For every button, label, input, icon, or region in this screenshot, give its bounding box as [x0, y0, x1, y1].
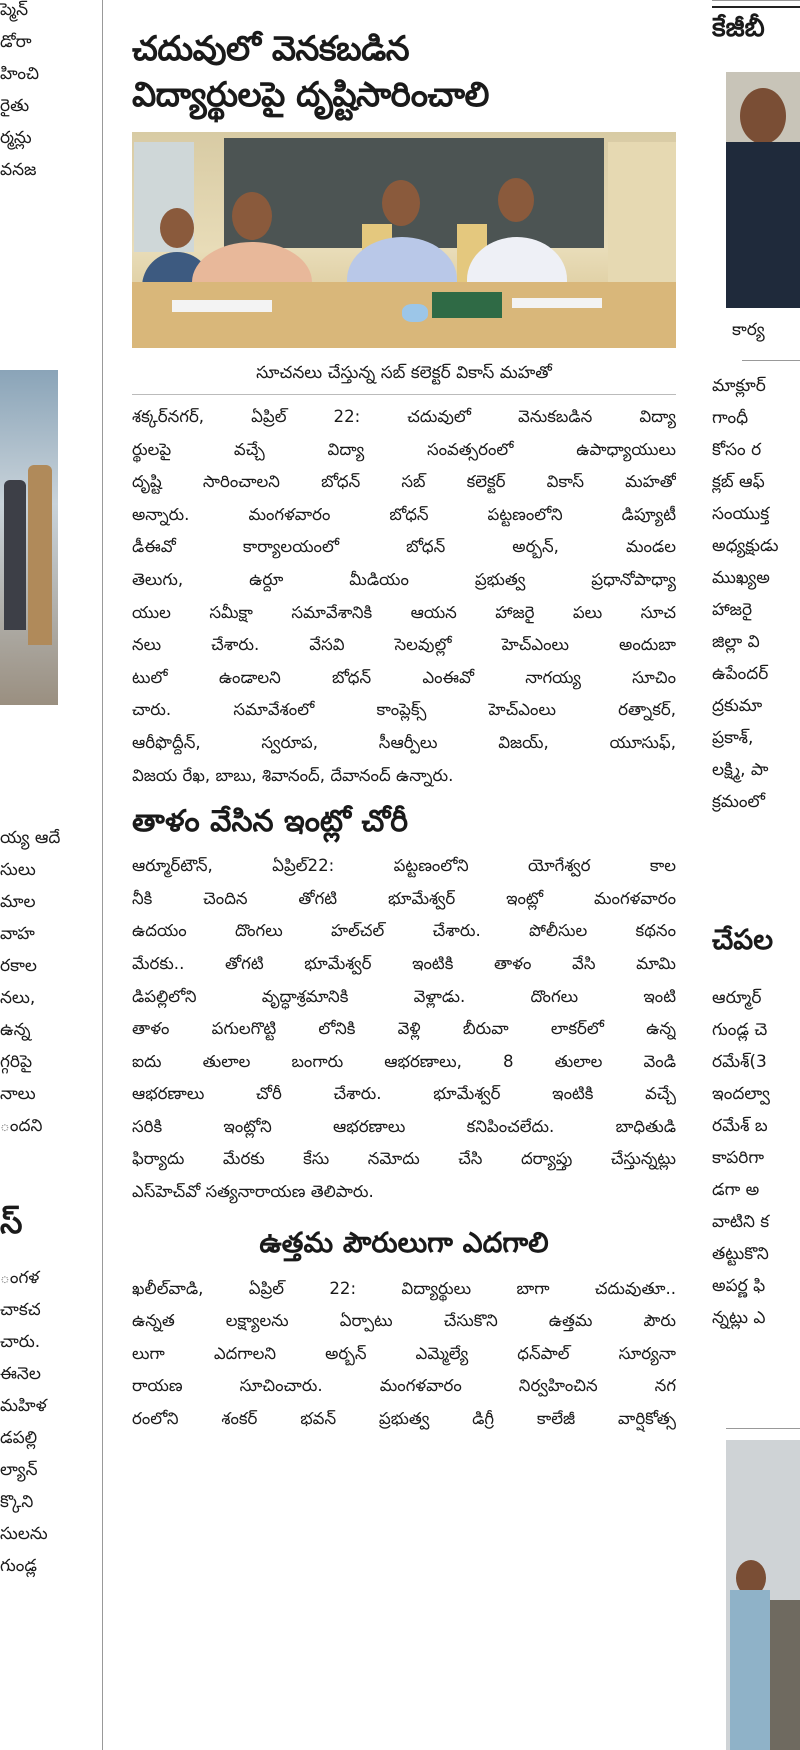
left-column — [0, 0, 88, 1750]
left-fragment: చాకచ — [0, 1300, 41, 1320]
right-fragment: న్నట్లు ఎ — [712, 1308, 766, 1328]
body-line: ఉదయం దొంగలు హల్‌చల్ చేశారు. పోలీసుల కథనం — [132, 921, 676, 941]
body-line: లుగా ఎదగాలని అర్బన్ ఎమ్మెల్యే ధన్‌పాల్ సూర్యనా — [132, 1343, 676, 1363]
left-fragment: రైతు — [0, 96, 30, 116]
right-fragment: డగా అ — [712, 1180, 760, 1200]
body-line: డీఈవో కార్యాలయంలో బోధన్ అర్బన్, మండల — [132, 537, 676, 557]
body-line: నలు చేశారు. వేసవి సెలవుల్లో హెచ్‌ఎంలు అందుబా — [132, 635, 676, 655]
article2-body — [132, 850, 676, 1209]
right-fragment: రమేశ్ బ — [712, 1116, 768, 1136]
column-divider — [102, 0, 103, 1750]
left-fragment: మాల — [0, 892, 36, 912]
right-heading-middle: చేపల — [712, 923, 774, 956]
left-fragment: య్య ఆదే — [0, 828, 61, 848]
body-line: ఖలీల్‌వాడి, ఏప్రిల్ 22: విద్యార్థులు బాగా చదువుతూ.. — [132, 1278, 676, 1298]
body-line: తెలుగు, ఉర్దూ మీడియం ప్రభుత్వ ప్రధానోపాధ్యా — [132, 569, 676, 589]
right-fragment: కాపరిగా — [712, 1148, 765, 1168]
right-fragment: ద్రకుమా — [712, 696, 763, 716]
left-fragment: ర్మన్లు — [0, 128, 32, 148]
body-line: రంలోని శంకర్ భవన్ ప్రభుత్వ డిగ్రీ కాలేజీ వార్షికోత్స — [132, 1409, 676, 1429]
left-fragment: సులు — [0, 860, 36, 880]
headline-line: చదువులో వెనకబడిన — [132, 29, 410, 69]
right-fragment: అధ్యక్షుడు — [712, 536, 779, 556]
right-photo-fragment — [726, 72, 800, 308]
left-heading-fragment: స్ — [0, 1203, 23, 1241]
right-photo-fragment-2 — [726, 1440, 800, 1750]
right-fragment: గుండ్ల చె — [712, 1020, 768, 1040]
right-fragment: లక్ష్మి, పా — [712, 760, 769, 780]
body-line: తాళం పగులగొట్టి లోనికి వెళ్లి బీరువా లాకర్‌లో ఉన్న — [132, 1019, 676, 1039]
body-line: మేరకు.. తోగటి భూమేశ్వర్ ఇంటికి తాళం వేసి మామి — [132, 953, 676, 973]
headline-line: విద్యార్థులపై దృష్టిసారించాలి — [132, 75, 489, 115]
left-fragment: ందని — [0, 1116, 43, 1136]
right-fragments — [712, 370, 779, 818]
left-fragment: గుండ్ల — [0, 1556, 37, 1576]
right-fragment: సంయుక్త — [712, 504, 770, 524]
left-fragment: నలు, — [0, 988, 36, 1008]
article1-photo-caption: సూచనలు చేస్తున్న సబ్ కలెక్టర్ వికాస్ మహతో — [132, 358, 676, 395]
left-fragment: ఈనెల — [0, 1364, 41, 1384]
left-photo-fragment — [0, 370, 58, 705]
left-fragment: ల్యాన్ — [0, 1460, 38, 1480]
article-citizens — [132, 1223, 676, 1436]
body-line: ఆభరణాలు చోరీ చేశారు. భూమేశ్వర్ ఇంటికి వచ్చే — [132, 1084, 676, 1104]
right-fragment: ఉపేందర్ — [712, 664, 769, 684]
right-fragment: ఆర్మూర్ — [712, 988, 762, 1008]
right-fragment: గాంధీ — [712, 408, 749, 428]
body-line: నీకి చెందిన తోగటి భూమేశ్వర్ ఇంట్లో మంగళవారం — [132, 888, 676, 908]
body-line: అన్నారు. మంగళవారం బోధన్ పట్టణంలోని డిప్యూటీ — [132, 504, 676, 524]
right-heading-top: కేజీబీ — [712, 13, 765, 43]
left-fragment: డపల్లి — [0, 1428, 38, 1448]
article1-headline — [132, 0, 676, 118]
left-fragment: రకాల — [0, 956, 37, 976]
body-line: శక్కర్‌నగర్, ఏప్రిల్ 22: చదువులో వెనుకబడిన విద్యా — [132, 407, 676, 426]
main-column — [132, 0, 676, 1750]
left-fragment: వనజ — [0, 160, 37, 180]
body-line: ఐదు తులాల బంగారు ఆభరణాలు, 8 తులాల వెండి — [132, 1051, 676, 1071]
left-fragment: సులను — [0, 1524, 48, 1544]
article-education — [132, 0, 676, 792]
body-line: చారు. సమావేశంలో కాంప్లెక్స్ హెచ్‌ఎంలు రత్నాకర్, — [132, 700, 676, 720]
body-line: డిపల్లిలోని వృద్ధాశ్రమానికి వెళ్లాడు. దొంగలు ఇంటి — [132, 986, 676, 1006]
body-line: ఉన్నత లక్ష్యాలను ఏర్పాటు చేసుకొని ఉత్తమ పౌరు — [132, 1311, 676, 1331]
left-fragments-middle — [0, 822, 60, 1142]
right-fragment: రమేశ్(3 — [712, 1052, 767, 1072]
right-fragment: మాక్లూర్ — [712, 376, 766, 396]
body-line: సరికి ఇంట్లోని ఆభరణాలు కనిపించలేదు. బాధితుడి — [132, 1116, 676, 1136]
left-fragment: వాహ — [0, 924, 35, 944]
right-fragment: వాటిని క — [712, 1212, 770, 1232]
article3-body — [132, 1273, 676, 1436]
right-fragments-2 — [712, 982, 770, 1334]
body-line: టులో ఉండాలని బోధన్ ఎంఈవో నాగయ్య సూచిం — [132, 667, 676, 687]
article3-headline: ఉత్తమ పౌరులుగా ఎదగాలి — [259, 1225, 549, 1259]
left-fragments-bottom — [0, 1262, 48, 1582]
body-line: ఫిర్యాదు మేరకు కేసు నమోదు చేసి దర్యాప్తు చేస్తున్నట్లు — [132, 1149, 676, 1169]
left-fragment: ంగళ — [0, 1268, 40, 1288]
left-fragment: డోరా — [0, 32, 32, 52]
right-column — [712, 0, 800, 1750]
left-fragment: మహిళ — [0, 1396, 47, 1416]
left-fragment: హించి — [0, 64, 40, 84]
body-line: విజయ రేఖ, బాబు, శివానంద్, దేవానంద్ ఉన్నారు. — [132, 765, 454, 785]
body-line: రాయణ సూచించారు. మంగళవారం నిర్వహించిన నగ — [132, 1376, 676, 1396]
article-theft — [132, 800, 676, 1209]
body-line: దృష్టి సారించాలని బోధన్ సబ్ కలెక్టర్ వికాస్ మహతో — [132, 472, 676, 492]
left-fragment: క్కొని — [0, 1492, 34, 1512]
article2-headline: తాళం వేసిన ఇంట్లో చోరీ — [132, 804, 409, 840]
right-fragment: తట్టుకొని — [712, 1244, 769, 1264]
article1-photo — [132, 132, 676, 348]
right-photo-caption-fragment: కార్య — [732, 320, 765, 340]
left-fragment: చారు. — [0, 1332, 41, 1352]
left-fragments-top — [0, 0, 39, 186]
left-fragment: గ్గరిపై — [0, 1052, 33, 1072]
right-fragment: ముఖ్యఅ — [712, 568, 770, 588]
right-fragment: ఇందల్వా — [712, 1084, 770, 1104]
right-fragment: ప్రకాశ్, — [712, 728, 754, 748]
article1-body — [132, 401, 676, 792]
body-line: ఆరీఫొద్దీన్, స్వరూప, సీఆర్పీలు విజయ్, యూసుఫ్, — [132, 732, 676, 752]
body-line: ఆర్మూర్‌టౌన్, ఏప్రిల్22: పట్టణంలోని యోగేశ్వర కాల — [132, 856, 676, 876]
right-fragment: కోసం ర — [712, 440, 762, 460]
body-line: ర్థులపై వచ్చే విద్యా సంవత్సరంలో ఉపాధ్యాయులు — [132, 439, 676, 459]
right-fragment: క్రమంలో — [712, 792, 765, 812]
right-fragment: జిల్లా వి — [712, 632, 760, 652]
left-fragment: నాలు — [0, 1084, 36, 1104]
body-line: యుల సమీక్షా సమావేశానికి ఆయన హాజరై పలు సూచ — [132, 602, 676, 622]
left-fragment: ఉన్న — [0, 1020, 31, 1040]
left-fragment: ప్మెన్ — [0, 0, 29, 20]
right-fragment: క్లబ్ ఆఫ్ — [712, 472, 765, 492]
right-fragment: అపర్ణ ఫి — [712, 1276, 766, 1296]
body-line: ఎస్‌హెచ్‌వో సత్యనారాయణ తెలిపారు. — [132, 1182, 374, 1202]
right-fragment: హాజరై — [712, 600, 753, 620]
